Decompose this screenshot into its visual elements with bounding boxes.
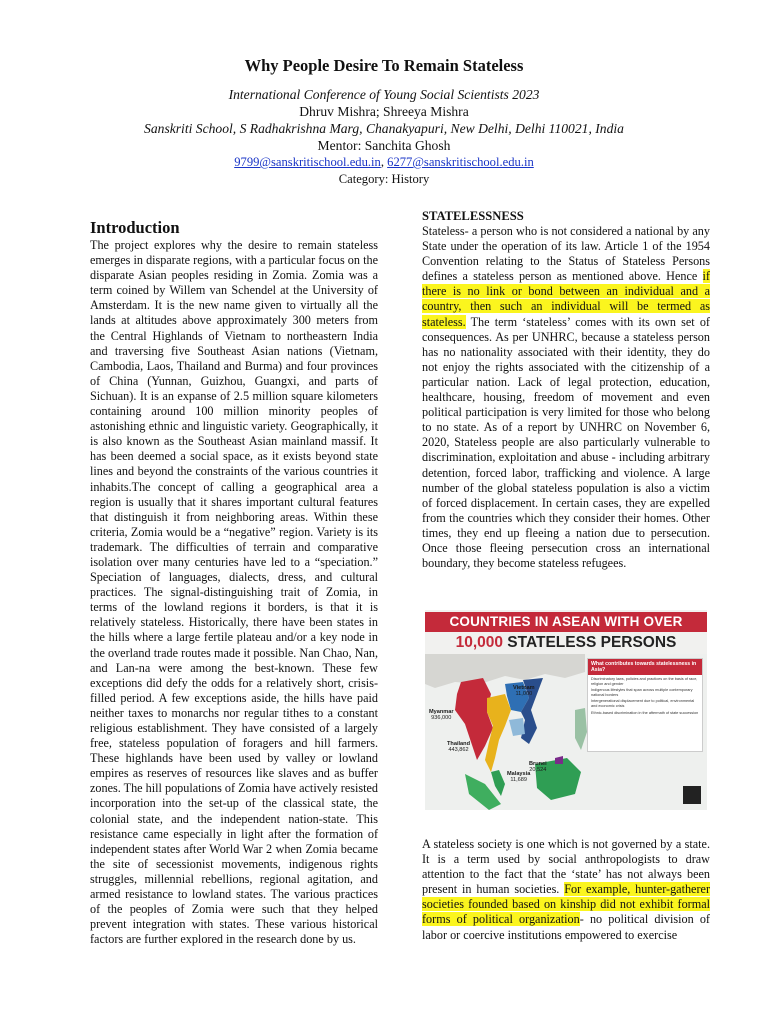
affiliation: Sanskriti School, S Radhakrishna Marg, Chanakyapuri, New Delhi, Delhi 110021, India: [144, 121, 624, 136]
label-brunei: Brunei 20,524: [529, 761, 547, 773]
asean-stateless-figure: [425, 610, 707, 810]
left-column: [90, 218, 378, 947]
factor-item: Intergenerational displacement due to political, environmental and economic crisis: [591, 699, 695, 708]
label-malaysia: Malaysia 11,689: [507, 771, 531, 783]
contributing-factors-box: [587, 658, 703, 752]
email-link-2[interactable]: 6277@sanskritischool.edu.in: [387, 155, 534, 169]
highlighted-example: For example, hunter-gatherer societies founded based on kinship did not exhibit formal forms of political organization: [422, 882, 710, 927]
stateless-society-text-a: A stateless society is one which is not governed by a state. It is a term used by social anthropologists to draw attention to the fact that the ‘state’ has not always been present in human societies.: [422, 837, 710, 897]
figure-title-line2: [425, 633, 707, 653]
right-column: [422, 209, 710, 571]
factors-box-title: What contributes towards statelessness in Asia?: [588, 659, 702, 675]
figure-number: 10,000: [455, 634, 503, 651]
figure-title-line1: COUNTRIES IN ASEAN WITH OVER: [449, 614, 683, 629]
introduction-heading: Introduction: [90, 218, 180, 237]
mentor: Mentor: Sanchita Ghosh: [317, 138, 451, 153]
stateless-society-text-b: - no political division of labor or coercive institutions empowered to exercise: [422, 912, 710, 942]
factor-item: Ethnic-based discrimination in the aftermath of state succession: [591, 710, 699, 715]
category: Category: History: [338, 172, 430, 186]
label-myanmar: Myanmar 936,000: [429, 709, 454, 721]
authors: Dhruv Mishra; Shreeya Mishra: [299, 104, 469, 119]
highlighted-definition: if there is no link or bond between an individual and a country, then such an individual will be termed as stateless.: [422, 269, 710, 329]
statelessness-text-a: Stateless- a person who is not considered a national by any State under the operation of its law. Article 1 of the 1954 Convention relating to the Status of Stateless Persons defines a stateless person as mentioned above. Hence: [422, 224, 710, 284]
paper-header: [60, 56, 708, 188]
label-thailand: Thailand 443,862: [447, 741, 470, 753]
conference-name: International Conference of Young Social Scientists 2023: [228, 87, 540, 102]
factor-item: Discriminatory laws, policies and practices on the basis of race, religion and gender: [591, 677, 698, 686]
email-separator: ,: [380, 155, 388, 169]
email-link-1[interactable]: 9799@sanskritischool.edu.in: [234, 155, 381, 169]
figure-title-text: STATELESS PERSONS: [503, 634, 677, 651]
stateless-society-body: [422, 837, 710, 943]
stateless-society-paragraph: [422, 837, 710, 943]
statelessness-heading: STATELESSNESS: [422, 209, 524, 223]
paper-title: Why People Desire To Remain Stateless: [244, 56, 524, 75]
statelessness-text-b: The term ‘stateless’ comes with its own set of consequences. As per UNHRC, because a stateless person has no nationality associated with their identity, they do not enjoy the rights associated with the citizenship of a particular nation. Lack of legal protection, education, healthcare, housing, freedom of movement and even political participation is very limited for those who belong to no state. As of a report by UNHRC on November 6, 2020, Stateless people are also particularly vulnerable to discrimination, exploitation and abuse - including arbitrary detention, forced labor, trafficking and violence. A large number of the global stateless population is also a victim of forced displacement. In certain cases, they are expelled from the countries which they consider their homes. Other times, they end up fleeing a nation due to persecution. Once those fleeing persecution cross an international boundary, they become stateless refugees.: [422, 314, 710, 571]
email-line: [60, 154, 708, 171]
factor-item: Indigenous lifestyles that span across multiple contemporary national borders: [591, 688, 693, 697]
publisher-logo-icon: [683, 786, 701, 804]
label-vietnam: Vietnam 11,000: [513, 685, 535, 697]
statelessness-body: [422, 224, 710, 571]
introduction-body: The project explores why the desire to remain stateless emerges in disparate regions, with a particular focus on the disparate Asian peoples residing in Zomia. Zomia was a term coined by Willem van Schendel at the University of Amsterdam. It is the new name given to virtually all the lands at altitudes above approximately 300 meters from the Central Highlands of Vietnam to northeastern India and traversing five Southeast Asian nations (Vietnam, Cambodia, Laos, Thailand and Burma) and four provinces of China (Yunnan, Guizhou, Guangxi, and parts of Sichuan). It is an expanse of 2.5 million square kilometers containing around 100 million minority peoples of astonishing ethnic and linguistic variety. Geographically, it is also known as the Southeast Asian mainland massif. It has been deemed a social space, as it exists beyond state lines and beyond the constraints of the various countries it inhabits.The concept of calling a geographical area a region is usually that it shares important cultural features that distinguish it from neighboring areas. Within these criteria, Zomia would be a “negative” region. Variety is its trademark. The difficulties of terrain and comparative isolation over many centuries have led to a “speciation.” Speciation of languages, dialects, dress, and cultural practices. The signal-distinguishing trait of Zomia, in terms of the lowland regions it borders, is that it is relatively stateless. Historically, there have been states in the hills where a large fertile plateau and/or a key node in the overland trade routes made it possible. Nan Chao, Nan, and Lan-na were among the best-known. These few exceptions did defy the odds for a relatively short, crisis-filled period. A few exceptions aside, the hills have paid neither taxes to monarchs nor regular tithes to a constant religious establishment. They have consisted of a largely free, stateless population of foragers and hill farmers. These highlands have been used by valley or lowland empires as reserves of resources like slaves and as buffer zones. The hill populations of Zomia have actively resisted incorporation into the set-up of the classical state, the colonial state, and the independent nation-state. This resistance came especially in light after the formation of independent states after World War 2 when Zomia became the site of secessionist movements, indigenous rights struggles, millennial rebellions, regional agitation, and armed resistance to lowland states. The various practices of the peoples of Zomia were such that they helped prevent integration with states. These various historical factors are further explored in the research done by us.: [90, 238, 378, 947]
figure-banner: [425, 610, 707, 654]
